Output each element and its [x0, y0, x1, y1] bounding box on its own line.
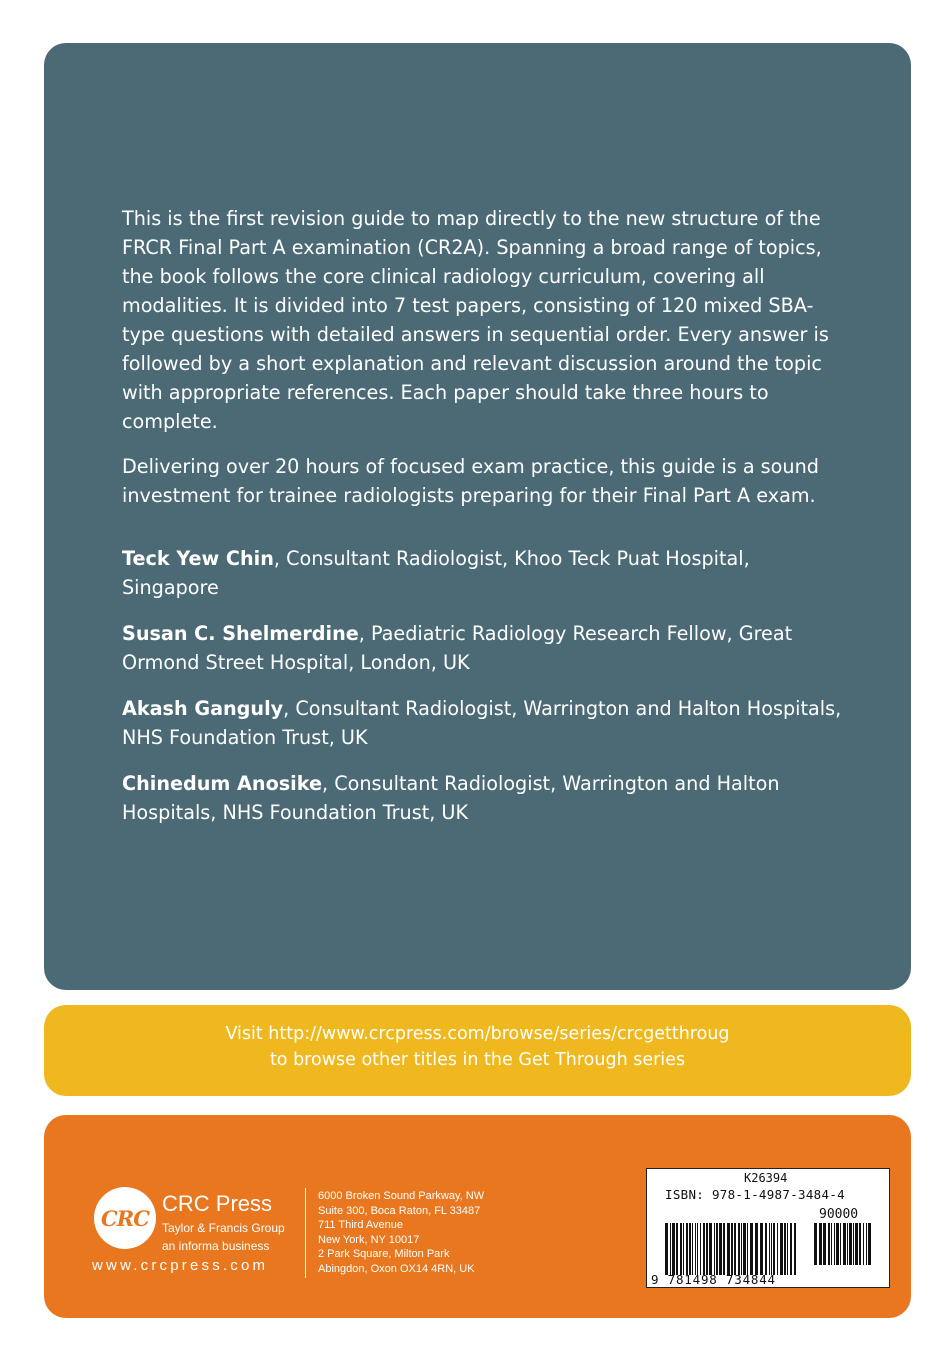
publisher-website[interactable]: www.crcpress.com: [92, 1257, 269, 1274]
series-link[interactable]: Visit http://www.crcpress.com/browse/series/crcgetthroug: [225, 1024, 730, 1044]
publisher-panel: [44, 1115, 911, 1318]
ean-digits: 9 781498 734844: [651, 1272, 776, 1287]
publisher-divider: [305, 1188, 306, 1278]
author-name: Susan C. Shelmerdine: [122, 622, 359, 645]
address-line: 711 Third Avenue: [318, 1219, 404, 1232]
address-line: Suite 300, Boca Raton, FL 33487: [318, 1204, 481, 1217]
description-paragraph-1: This is the first revision guide to map directly to the new structure of the FRCR Final Part A examination (CR2A). Spanning a broad range of topics, the book follows the core clinical radiology curriculum, covering all modalities. It is divided into 7 test papers, consisting of 120 mixed SBA-type questions with detailed answers in sequential order. Every answer is followed by a short explanation and relevant discussion around the topic with appropriate references. Each paper should take three hours to complete.: [122, 207, 829, 433]
author-entry: [122, 694, 852, 752]
addon-barcode-bars-icon: [814, 1223, 874, 1265]
author-entry: [122, 544, 852, 602]
author-name: Teck Yew Chin: [122, 547, 274, 570]
address-line: 2 Park Square, Milton Park: [318, 1248, 450, 1261]
isbn-barcode: [646, 1168, 890, 1288]
series-banner: [44, 1005, 911, 1096]
price-code: 90000: [819, 1207, 859, 1222]
crc-logo: [94, 1187, 156, 1249]
author-name: Chinedum Anosike: [122, 772, 323, 795]
barcode-code: K26394: [744, 1171, 788, 1185]
isbn-label: ISBN: 978-1-4987-3484-4: [665, 1187, 845, 1202]
description-panel: [44, 43, 911, 990]
crc-logo-text: CRC: [101, 1205, 149, 1231]
description-paragraph-2: Delivering over 20 hours of focused exam practice, this guide is a sound investment for trainee radiologists preparing for their Final Part A exam.: [122, 455, 819, 507]
author-name: Akash Ganguly: [122, 697, 284, 720]
description-text: [122, 204, 842, 526]
author-entry: [122, 769, 852, 827]
address-line: 6000 Broken Sound Parkway, NW: [318, 1190, 485, 1202]
publisher-parent: an informa business: [162, 1239, 270, 1253]
author-affiliation: , Consultant Radiologist, Warrington and Halton Hospitals, NHS Foundation Trust, UK: [122, 772, 780, 824]
address-line: New York, NY 10017: [318, 1233, 420, 1246]
author-affiliation: , Consultant Radiologist, Warrington and Halton Hospitals, NHS Foundation Trust, UK: [122, 697, 842, 749]
author-affiliation: , Consultant Radiologist, Khoo Teck Puat Hospital, Singapore: [122, 547, 750, 599]
address-line: Abingdon, Oxon OX14 4RN, UK: [318, 1262, 475, 1275]
author-entry: [122, 619, 852, 677]
publisher-name: CRC Press: [162, 1191, 273, 1216]
author-affiliation: , Paediatric Radiology Research Fellow, Great Ormond Street Hospital, London, UK: [122, 622, 793, 674]
publisher-addresses: [318, 1189, 484, 1277]
series-description: to browse other titles in the Get Through series: [269, 1050, 686, 1070]
author-list: [122, 544, 852, 844]
series-banner-text: [44, 1021, 911, 1073]
barcode-bars-icon: [665, 1223, 799, 1275]
publisher-group: Taylor & Francis Group: [162, 1221, 285, 1235]
